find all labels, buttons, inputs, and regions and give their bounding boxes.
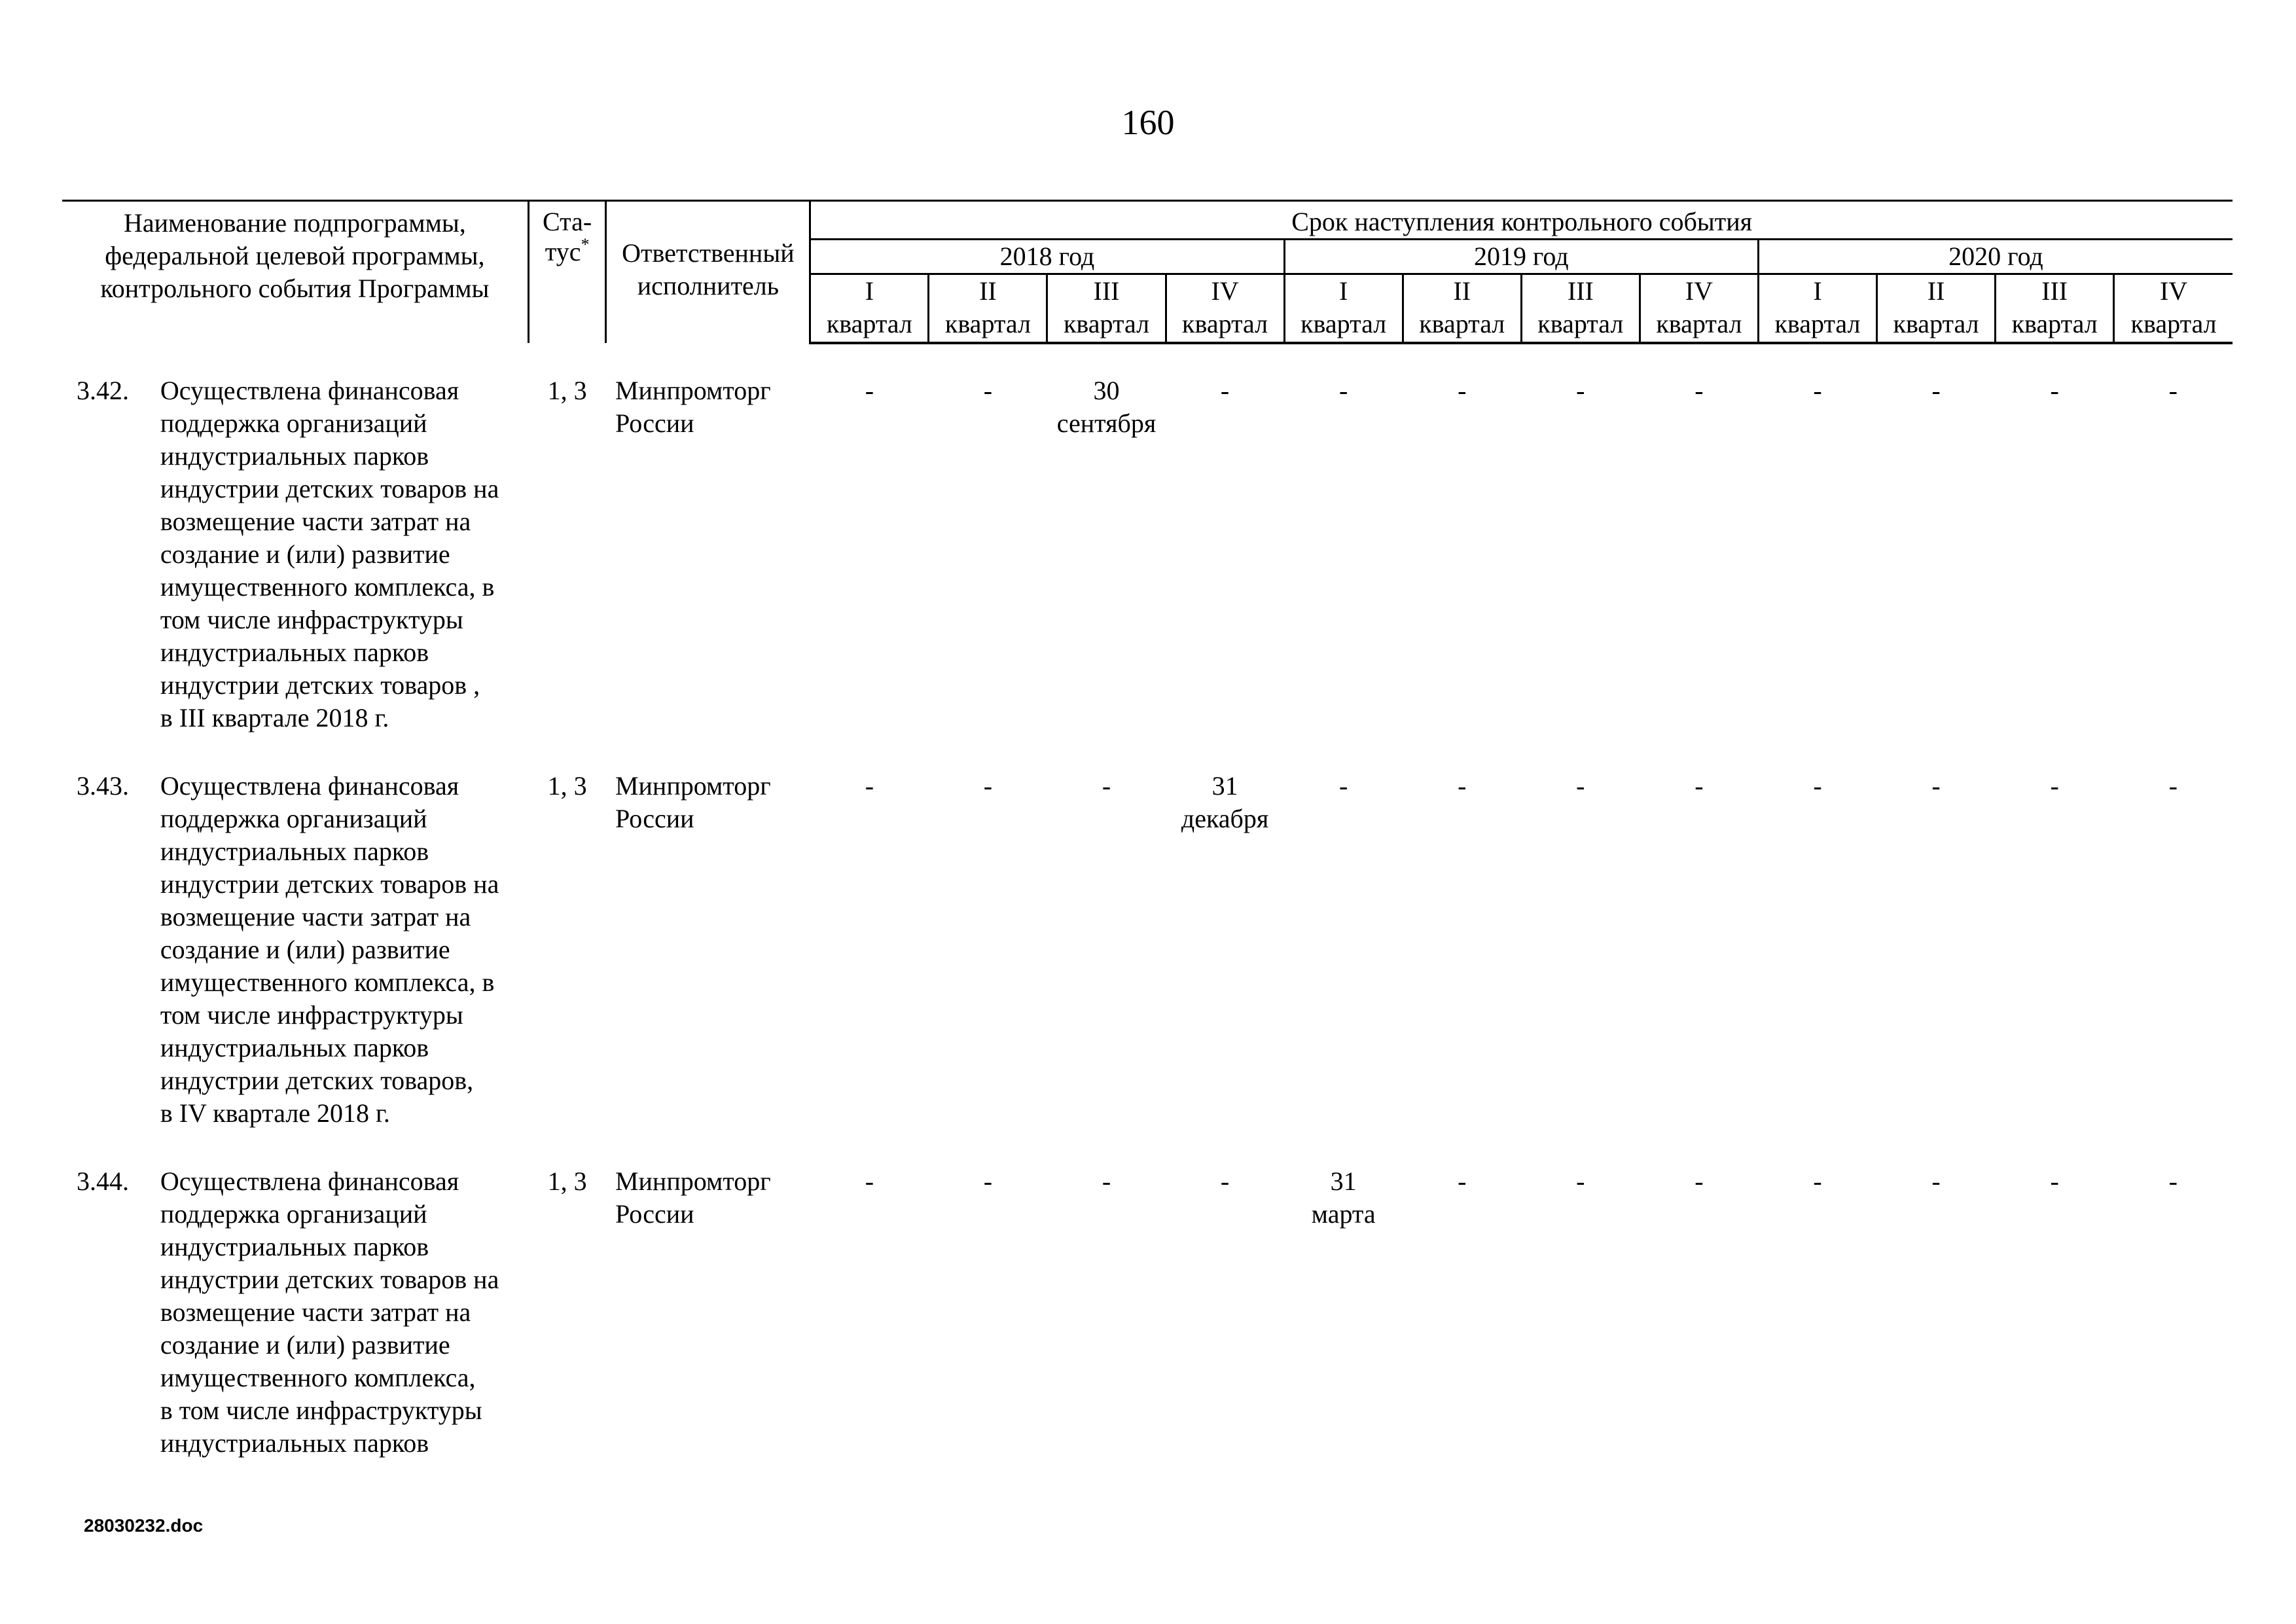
table-header <box>62 201 2233 344</box>
quarter-cell: - <box>865 376 874 405</box>
quarter-cell: - <box>1458 376 1467 405</box>
executor-cell: Минпромторг России <box>615 376 771 438</box>
table-row <box>62 374 2233 734</box>
header-quarter-numeral: II <box>1403 274 1521 308</box>
header-quarter-word: квартал <box>1521 308 1640 343</box>
header-quarter-numeral: III <box>1996 274 2114 308</box>
header-quarter-numeral: IV <box>1166 274 1284 308</box>
quarter-cell: - <box>1339 376 1348 405</box>
gap-row <box>62 1130 2233 1165</box>
header-quarter-word: квартал <box>1877 308 1996 343</box>
quarter-cell: - <box>1576 1166 1585 1196</box>
header-quarter-numeral: I <box>1284 274 1403 308</box>
quarter-cell: - <box>983 771 993 801</box>
header-quarter-numeral: I <box>1758 274 1876 308</box>
quarter-cell: - <box>1813 771 1822 801</box>
table-row <box>62 1165 2233 1460</box>
row-number: 3.44. <box>77 1166 129 1196</box>
quarter-cell: - <box>1576 376 1585 405</box>
header-quarter-numeral: IV <box>2114 274 2233 308</box>
quarter-cell: - <box>1458 1166 1467 1196</box>
header-quarter-word: квартал <box>1758 308 1876 343</box>
event-name: Осуществлена финансовая поддержка организаций индустриальных парков индустрии детских товаров на возмещение части затрат на создание и (или) развитие имущественного комплекса, в том числе инфраструктуры индустриальных парков <box>160 1166 499 1458</box>
quarter-cell: - <box>983 376 993 405</box>
header-name-column: Наименование подпрограммы, федеральной целевой программы, контрольного события Программы <box>62 201 528 344</box>
quarter-cell: - <box>2050 771 2059 801</box>
status-cell: 1, 3 <box>547 1166 587 1196</box>
header-quarter-word: квартал <box>1047 308 1166 343</box>
quarter-cell: - <box>1695 376 1704 405</box>
quarter-cell: - <box>983 1166 993 1196</box>
header-quarter-word: квартал <box>1403 308 1521 343</box>
header-quarter-word: квартал <box>2114 308 2233 343</box>
quarter-cell: - <box>1339 771 1348 801</box>
table-row <box>62 770 2233 1130</box>
quarter-cell: - <box>1102 771 1111 801</box>
spacer-cell <box>62 343 2233 374</box>
quarter-cell: - <box>1931 771 1941 801</box>
executor-cell: Минпромторг России <box>615 1166 771 1229</box>
header-quarter-word: квартал <box>1284 308 1403 343</box>
quarter-cell: - <box>1576 771 1585 801</box>
header-executor-column: Ответственный исполнитель <box>606 201 810 344</box>
header-status-column <box>528 201 606 344</box>
header-quarter-word: квартал <box>1640 308 1758 343</box>
quarter-cell: - <box>1813 1166 1822 1196</box>
header-quarter-word: квартал <box>1996 308 2114 343</box>
header-quarter-numeral: I <box>810 274 929 308</box>
quarter-cell: 30 сентября <box>1056 376 1157 438</box>
header-quarter-word: квартал <box>810 308 929 343</box>
header-year-0: 2018 год <box>810 240 1284 274</box>
quarter-cell: - <box>2168 1166 2178 1196</box>
status-cell: 1, 3 <box>547 376 587 405</box>
executor-cell: Минпромторг России <box>615 771 771 833</box>
quarter-cell: - <box>2050 376 2059 405</box>
gap-cell <box>62 1130 2233 1165</box>
header-status-line2: тус <box>545 237 581 266</box>
quarter-cell: - <box>1695 771 1704 801</box>
header-quarter-numeral: II <box>1877 274 1996 308</box>
header-year-1: 2019 год <box>1284 240 1758 274</box>
header-quarter-numeral: III <box>1521 274 1640 308</box>
event-name: Осуществлена финансовая поддержка организаций индустриальных парков индустрии детских товаров на возмещение части затрат на создание и (или) развитие имущественного комплекса, в том числе инфраструктуры индустриальных парков индустрии детских товаров , в III квартале 2018 г. <box>160 376 499 732</box>
quarter-cell: - <box>2168 771 2178 801</box>
header-quarter-word: квартал <box>1166 308 1284 343</box>
quarter-cell: - <box>865 1166 874 1196</box>
header-deadline-title: Срок наступления контрольного события <box>810 201 2233 240</box>
quarter-cell: - <box>1695 1166 1704 1196</box>
header-status-mark: * <box>581 235 590 254</box>
header-quarter-numeral: III <box>1047 274 1166 308</box>
status-cell: 1, 3 <box>547 771 587 801</box>
row-number: 3.43. <box>77 771 129 801</box>
gap-cell <box>62 734 2233 770</box>
quarter-cell: - <box>1102 1166 1111 1196</box>
event-name: Осуществлена финансовая поддержка организаций индустриальных парков индустрии детских товаров на возмещение части затрат на создание и (или) развитие имущественного комплекса, в том числе инфраструктуры индустриальных парков индустрии детских товаров, в IV квартале 2018 г. <box>160 771 499 1128</box>
table-body <box>62 343 2233 1460</box>
quarter-cell: - <box>1813 376 1822 405</box>
spacer-row <box>62 343 2233 374</box>
schedule-table <box>62 200 2233 1460</box>
header-quarter-numeral: IV <box>1640 274 1758 308</box>
gap-row <box>62 734 2233 770</box>
header-quarter-numeral: II <box>929 274 1047 308</box>
quarter-cell: 31 декабря <box>1181 771 1269 833</box>
quarter-cell: - <box>1931 376 1941 405</box>
quarter-cell: - <box>1931 1166 1941 1196</box>
quarter-cell: - <box>2050 1166 2059 1196</box>
quarter-cell: - <box>865 771 874 801</box>
quarter-cell: - <box>1220 376 1230 405</box>
quarter-cell: 31 марта <box>1311 1166 1376 1229</box>
header-status-line1: Ста- <box>543 207 592 236</box>
quarter-cell: - <box>1220 1166 1230 1196</box>
footer-doc-name: 28030232.doc <box>84 1515 204 1536</box>
quarter-cell: - <box>1458 771 1467 801</box>
header-year-2: 2020 год <box>1758 240 2233 274</box>
header-quarter-word: квартал <box>929 308 1047 343</box>
quarter-cell: - <box>2168 376 2178 405</box>
row-number: 3.42. <box>77 376 129 405</box>
page-number: 160 <box>1121 103 1175 142</box>
